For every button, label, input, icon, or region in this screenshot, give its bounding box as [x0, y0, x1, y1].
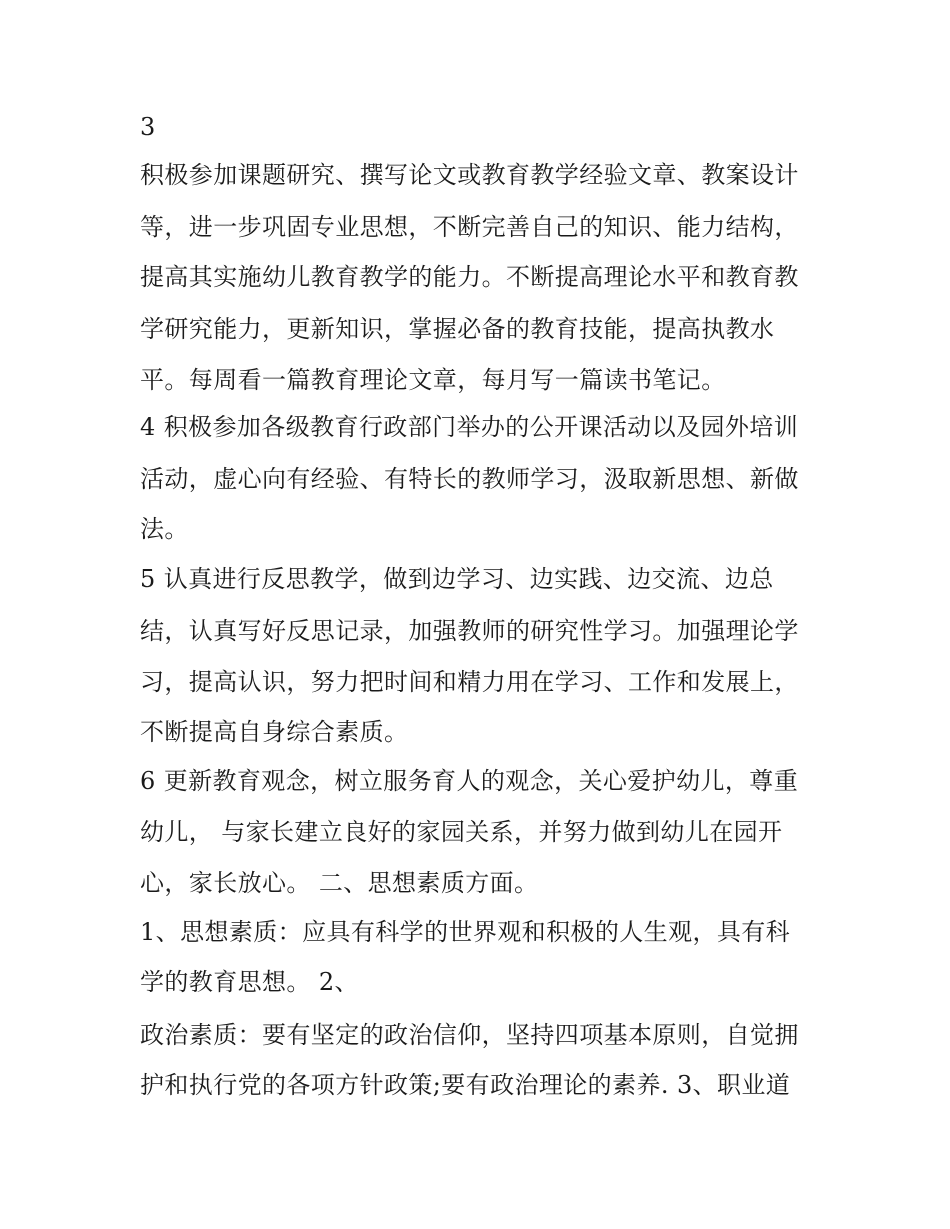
text-line: 积极参加课题研究、撰写论文或教育教学经验文章、教案设计: [140, 161, 799, 189]
text-line: 1、思想素质：应具有科学的世界观和积极的人生观，具有科: [140, 918, 791, 946]
text-line: 学研究能力，更新知识，掌握必备的教育技能，提高执教水: [140, 315, 775, 343]
text-line: 提高其实施幼儿教育教学的能力。不断提高理论水平和教育教: [140, 263, 799, 291]
text-line: 平。每周看一篇教育理论文章，每月写一篇读书笔记。: [140, 366, 726, 394]
text-line: 5 认真进行反思教学，做到边学习、边实践、边交流、边总: [140, 565, 774, 593]
text-line: 学的教育思想。 2、: [140, 968, 359, 996]
text-line: 等，进一步巩固专业思想，不断完善自己的知识、能力结构，: [140, 213, 799, 241]
text-line: 结，认真写好反思记录，加强教师的研究性学习。加强理论学: [140, 617, 799, 645]
text-line: 法。: [140, 515, 189, 543]
text-line: 政治素质：要有坚定的政治信仰，坚持四项基本原则，自觉拥: [140, 1021, 799, 1049]
text-line: 4 积极参加各级教育行政部门举办的公开课活动以及园外培训: [140, 413, 799, 441]
text-line: 护和执行党的各项方针政策;要有政治理论的素养. 3、职业道: [140, 1071, 791, 1099]
text-line: 不断提高自身综合素质。: [140, 718, 409, 746]
text-line: 幼儿， 与家长建立良好的家园关系，并努力做到幼儿在园开: [140, 818, 783, 846]
text-line: 3: [140, 113, 156, 141]
text-line: 6 更新教育观念，树立服务育人的观念，关心爱护幼儿，尊重: [140, 767, 799, 795]
text-line: 心，家长放心。 二、思想素质方面。: [140, 869, 539, 897]
text-line: 习，提高认识，努力把时间和精力用在学习、工作和发展上，: [140, 668, 799, 696]
text-line: 活动，虚心向有经验、有特长的教师学习，汲取新思想、新做: [140, 465, 799, 493]
